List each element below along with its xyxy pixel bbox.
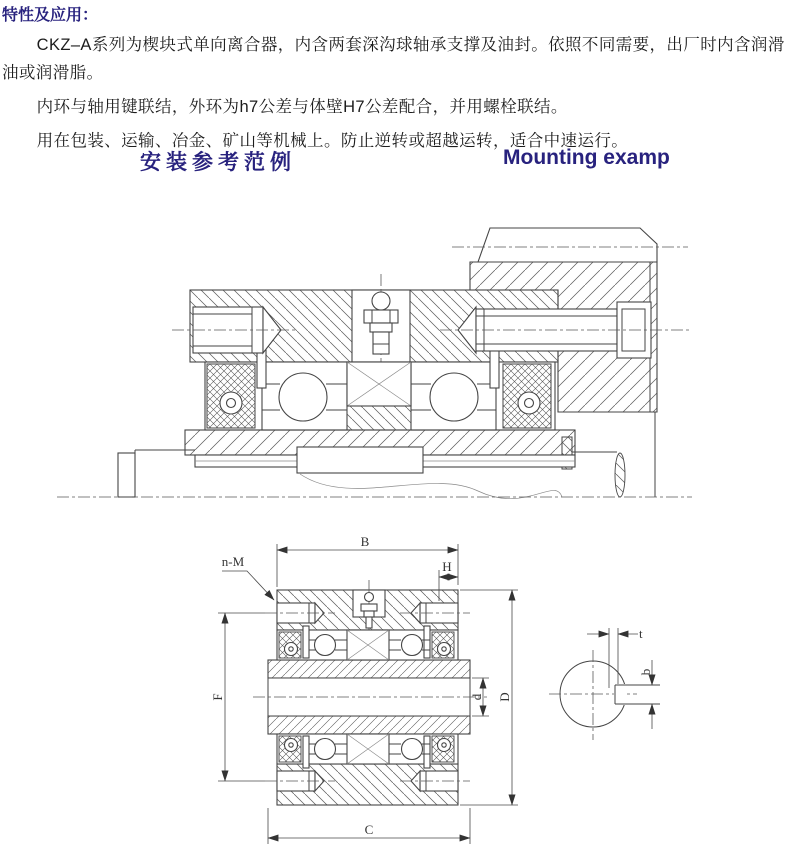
dim-label-C: C bbox=[364, 822, 374, 837]
keyway-section-drawing bbox=[525, 608, 695, 758]
bearing-ball-left bbox=[279, 373, 327, 421]
dim-label-b: b bbox=[638, 668, 653, 676]
section-heading-en: Mounting examp bbox=[503, 146, 670, 169]
dimension-drawing bbox=[195, 530, 540, 850]
intro-section bbox=[2, 2, 798, 155]
section-heading-row bbox=[0, 146, 800, 176]
bearing-row-upper bbox=[277, 626, 458, 660]
dim-label-D: D bbox=[497, 692, 512, 702]
intro-paragraph-3: 用在包装、运输、冶金、矿山等机械上。防止逆转或超越运转，适合中速运行。 bbox=[36, 132, 629, 150]
dim-label-B: B bbox=[360, 534, 370, 549]
bearing-ball-right bbox=[430, 373, 478, 421]
grease-fitting bbox=[352, 274, 410, 368]
intro-paragraph-1: CKZ–A系列为楔块式单向离合器，内含两套深沟球轴承支撑及油封。依照不同需要，出厂时内含润滑油或润滑脂。 bbox=[2, 36, 785, 82]
dim-label-nM: n-M bbox=[221, 554, 245, 569]
key bbox=[297, 447, 423, 473]
dim-label-t: t bbox=[639, 626, 643, 641]
bearing-zone bbox=[205, 350, 555, 430]
dim-label-d: d bbox=[469, 693, 484, 701]
shaft-assembly bbox=[118, 430, 625, 499]
dim-label-F: F bbox=[210, 693, 225, 701]
section-heading-zh: 安装参考范例 bbox=[140, 151, 296, 174]
shaft-break bbox=[615, 453, 625, 497]
dim-label-H: H bbox=[442, 559, 452, 574]
bearing-row-lower bbox=[277, 734, 458, 768]
mounting-example-drawing bbox=[0, 210, 800, 510]
intro-paragraph-2: 内环与轴用键联结，外环为h7公差与体壁H7公差配合，并用螺栓联结。 bbox=[36, 98, 568, 116]
intro-title: 特性及应用： bbox=[2, 7, 99, 24]
